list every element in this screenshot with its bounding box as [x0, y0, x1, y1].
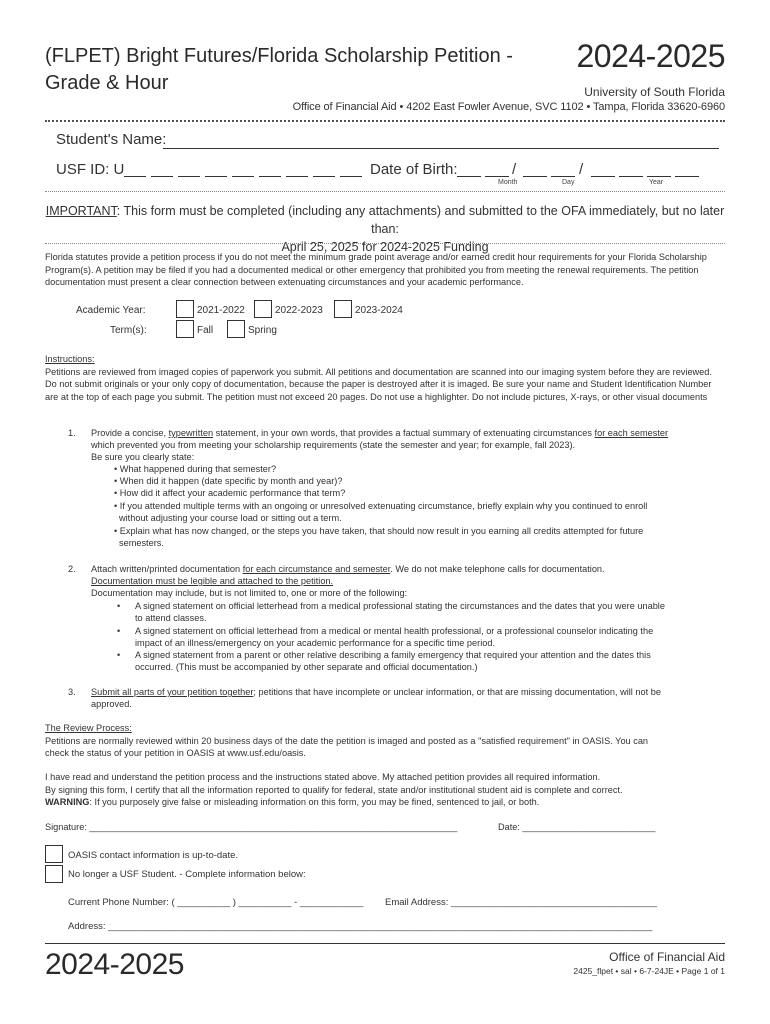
- item-1-bullet-1: • What happened during that semester?: [114, 464, 277, 474]
- phone-field[interactable]: Current Phone Number: ( __________ ) __________ - ____________: [68, 897, 364, 908]
- item-2-bullet-1-cont: to attend classes.: [135, 613, 207, 623]
- item-1-bullet-4: • If you attended multiple terms with an ongoing or unresolved extenuating circumstance, briefly explain why you continued to enroll: [114, 501, 648, 511]
- academic-year-label: Academic Year:: [76, 305, 146, 316]
- item-2-text-b: . We do not make telephone calls for documentation.: [390, 564, 605, 574]
- warning-label: WARNING: [45, 797, 90, 807]
- item-1-typewritten: typewritten: [168, 428, 214, 438]
- item-1-bullet-5: • Explain what has now changed, or the steps you have taken, that should now result in you earning all credits attempted for future: [114, 526, 644, 536]
- item-2-bullet-2-dot: •: [117, 626, 121, 636]
- footer-office: Office of Financial Aid: [609, 950, 725, 964]
- office-address: Office of Financial Aid • 4202 East Fowler Avenue, SVC 1102 • Tampa, Florida 33620-6960: [292, 101, 725, 113]
- certify-line-1: I have read and understand the petition process and the instructions stated above. My attached petition provides all required information.: [45, 772, 601, 782]
- term-fall-checkbox[interactable]: [176, 320, 194, 338]
- dob-label: Date of Birth:: [370, 161, 458, 178]
- certify-line-2: By signing this form, I certify that all the information reported to qualify for federal, state and/or institutional student aid is complete and correct.: [45, 784, 623, 795]
- usf-id-label: USF ID: U: [56, 161, 125, 178]
- footer-code: 2425_flpet • sal • 6-7-24JE • Page 1 of 1: [573, 966, 725, 976]
- item-2-text: [91, 564, 605, 576]
- student-name-row: [56, 131, 166, 148]
- item-2-bullet-2: A signed statement on official letterhead from a medical or mental health professional, or a professional counselor indicating the: [135, 626, 654, 636]
- instructions-section: [45, 353, 725, 403]
- item-1-text-b: statement, in your own words, that provides a factual summary of extenuating circumstances: [213, 428, 595, 438]
- item-2-bullet-1: A signed statement on official letterhead from a medical professional stating the circumstances and the dates that you were unable: [135, 601, 665, 611]
- year-2023-label: 2023-2024: [355, 305, 403, 316]
- item-2-bullet-2-cont: impact of an illness/emergency on your academic performance for a specific time period.: [135, 638, 496, 648]
- header-year: 2024-2025: [576, 38, 725, 74]
- item-1-bullet-2: • When did it happen (date specific by month and year)?: [114, 476, 343, 486]
- term-fall-label: Fall: [197, 325, 214, 336]
- item-2-bullet-3: A signed statement from a parent or other relative describing a family emergency that required your attention and the dates this: [135, 650, 651, 660]
- dob-year-label: Year: [649, 179, 664, 186]
- item-1-number: 1.: [68, 428, 76, 438]
- item-1-text: [91, 428, 731, 440]
- review-line-1: Petitions are normally reviewed within 20 business days of the date the petition is imaged and posted as a "satisfied requirement" in OASIS. You can: [45, 735, 649, 746]
- footer-divider: [45, 943, 725, 944]
- dob-day-label: Day: [562, 179, 575, 186]
- item-2-text-a: Attach written/printed documentation: [91, 564, 243, 574]
- term-label: Term(s):: [110, 325, 147, 336]
- review-heading: The Review Process:: [45, 723, 132, 733]
- item-1-bullet-5-cont: semesters.: [119, 538, 164, 548]
- footer-year: 2024-2025: [45, 948, 184, 981]
- item-3-text: [91, 687, 661, 699]
- year-2022-label: 2022-2023: [275, 305, 323, 316]
- item-3-submit-all: Submit all parts of your petition together: [91, 687, 254, 697]
- warning-line: [45, 796, 725, 809]
- student-name-field[interactable]: [163, 148, 719, 149]
- form-title: [45, 43, 513, 97]
- year-2023-checkbox[interactable]: [334, 300, 352, 318]
- important-notice: [45, 202, 725, 256]
- student-name-label: Student's Name:: [56, 131, 167, 148]
- item-1-text-a: Provide a concise,: [91, 428, 169, 438]
- item-3-approved: approved.: [91, 699, 132, 709]
- title-line-1: (FLPET) Bright Futures/Florida Scholarship Petition -: [45, 45, 513, 67]
- item-3-text-b: ; petitions that have incomplete or unclear information, or that are missing documentation, will not be: [253, 687, 661, 697]
- address-field[interactable]: Address: _______________________________________________________________________________________________________: [68, 921, 653, 932]
- item-2-bullet-3-dot: •: [117, 650, 121, 660]
- instructions-body: Petitions are reviewed from imaged copies of paperwork you submit. All petitions and documentation are scanned into our imaging system before they are reviewed. Do not submit originals or your only copy of documentation, because the paper is destroyed after it is imaged. Be sure your name and Student Identification Number are at the top of each page you submit. The petition must not exceed 20 pages. Do not use a highlighter. Do not include pictures, X-rays, or other visual documents: [45, 366, 712, 402]
- title-line-2: Grade & Hour: [45, 72, 169, 94]
- item-2-bullet-3-cont: occurred. (This must be accompanied by other separate and official documentation.): [135, 662, 478, 672]
- dob-field[interactable]: / /: [457, 176, 709, 177]
- item-3-number: 3.: [68, 687, 76, 697]
- review-line-2: check the status of your petition in OASIS at www.usf.edu/oasis.: [45, 748, 306, 758]
- signature-field[interactable]: Signature: ________________________________________________________________________: [45, 822, 458, 832]
- item-2-each-circumstance: for each circumstance and semester: [242, 564, 391, 574]
- student-divider: [45, 191, 725, 192]
- year-2021-label: 2021-2022: [197, 305, 245, 316]
- important-line-1: : This form must be completed (including any attachments) and submitted to the OFA immediately, but no later than:: [116, 204, 725, 236]
- item-2-number: 2.: [68, 564, 76, 574]
- instructions-heading: Instructions:: [45, 354, 95, 364]
- term-spring-label: Spring: [248, 325, 277, 336]
- year-2022-checkbox[interactable]: [254, 300, 272, 318]
- item-1-bullet-4-cont: without adjusting your course load or sitting out a term.: [119, 513, 342, 523]
- year-2021-checkbox[interactable]: [176, 300, 194, 318]
- warning-text: : If you purposely give false or misleading information on this form, you may be fined, sentenced to jail, or both.: [89, 797, 540, 807]
- term-spring-checkbox[interactable]: [227, 320, 245, 338]
- item-2-may-include: Documentation may include, but is not limited to, one or more of the following:: [91, 588, 408, 598]
- item-2-bullet-1-dot: •: [117, 601, 121, 611]
- item-1-each-semester: for each semester: [594, 428, 669, 438]
- important-deadline: April 25, 2025 for 2024-2025 Funding: [281, 240, 489, 254]
- header-divider: [45, 120, 725, 122]
- usf-id-field[interactable]: [124, 176, 362, 177]
- important-prefix: IMPORTANT: [45, 204, 117, 218]
- email-field[interactable]: Email Address: _______________________________________: [385, 897, 658, 908]
- item-1-bullet-3: • How did it affect your academic performance that term?: [114, 488, 346, 498]
- dob-month-label: Month: [498, 179, 518, 186]
- university-name: University of South Florida: [584, 85, 725, 99]
- no-longer-student-checkbox[interactable]: [45, 865, 63, 883]
- no-longer-student-label: No longer a USF Student. - Complete information below:: [68, 869, 306, 880]
- certify-section: [45, 771, 725, 809]
- date-field[interactable]: Date: __________________________: [498, 822, 656, 832]
- item-1-be-sure: Be sure you clearly state:: [91, 452, 195, 462]
- intro-paragraph: Florida statutes provide a petition process if you do not meet the minimum grade point average and/or earned credit hour requirements for your Florida Scholarship Program(s). A petition may be filed if you had a documented medical or other emergency that prohibited you from meeting the renewal requirements. The petition documentation must present a clear connection between extenuating circumstances and your academic performance.: [45, 252, 707, 287]
- item-2-legible: Documentation must be legible and attached to the petition.: [91, 576, 334, 586]
- oasis-label: OASIS contact information is up-to-date.: [68, 850, 239, 861]
- item-1-line-2: which prevented you from meeting your scholarship requirements (state the semester and year; for example, fall 2023).: [91, 440, 576, 450]
- important-divider: [45, 243, 725, 244]
- review-section: [45, 722, 725, 760]
- oasis-checkbox[interactable]: [45, 845, 63, 863]
